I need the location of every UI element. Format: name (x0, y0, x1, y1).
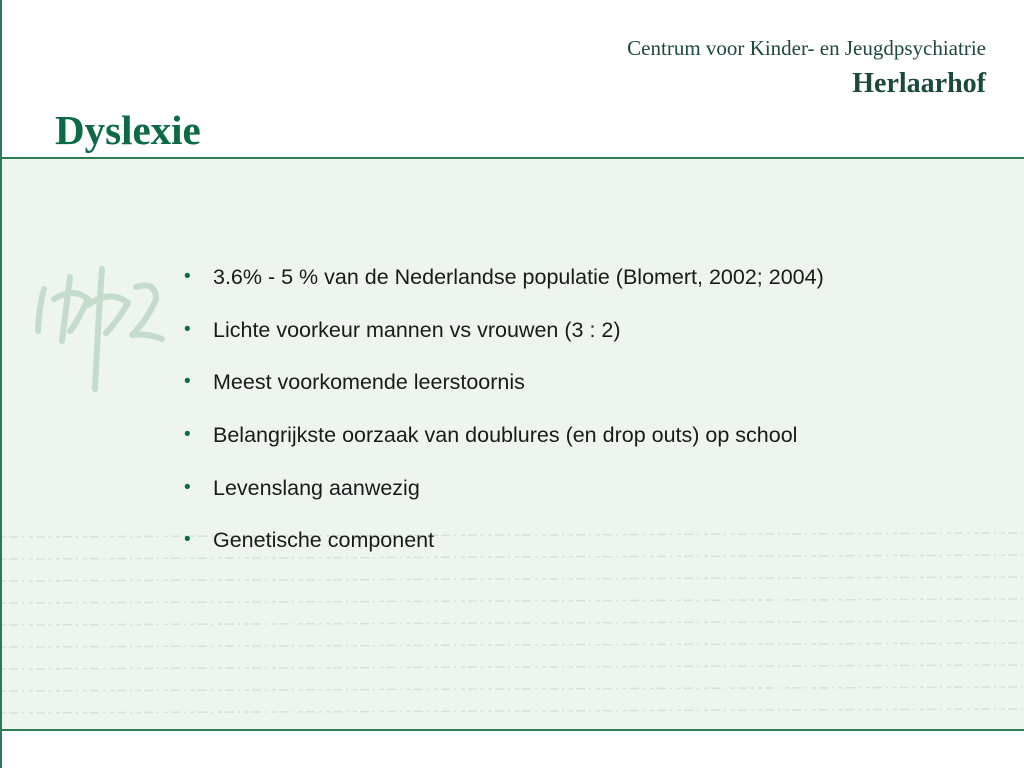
bullet-list (184, 262, 824, 578)
content-panel (2, 159, 1024, 729)
bullet-dot-icon: • (184, 371, 191, 393)
bullet-text: Genetische component (213, 528, 435, 553)
bullet-item (184, 367, 824, 420)
bullet-item (184, 473, 824, 526)
bullet-text: 3.6% - 5 % van de Nederlandse populatie (Blomert, 2002; 2004) (213, 265, 824, 289)
bullet-text: Levenslang aanwezig (213, 475, 420, 500)
slide-header (2, 0, 1024, 158)
organization-brand: Herlaarhof (852, 68, 986, 99)
bullet-dot-icon: • (184, 529, 191, 551)
organization-name: Centrum voor Kinder- en Jeugdpsychiatrie (627, 36, 986, 60)
bullet-dot-icon: • (184, 266, 191, 287)
bullet-item (184, 315, 824, 368)
slide-footer (2, 731, 1024, 768)
bullet-item (184, 420, 824, 473)
bullet-item (184, 525, 824, 578)
bullet-dot-icon: • (184, 424, 191, 446)
bullet-item (184, 262, 824, 315)
slide-title: Dyslexie (55, 107, 201, 153)
bullet-dot-icon: • (184, 318, 191, 340)
bullet-text: Belangrijkste oorzaak van doublures (en drop outs) op school (213, 423, 798, 448)
handwritten-date-watermark (22, 239, 172, 409)
bullet-text: Meest voorkomende leerstoornis (213, 370, 525, 395)
bullet-text: Lichte voorkeur mannen vs vrouwen (3 : 2) (213, 317, 621, 342)
bullet-dot-icon: • (184, 476, 191, 498)
